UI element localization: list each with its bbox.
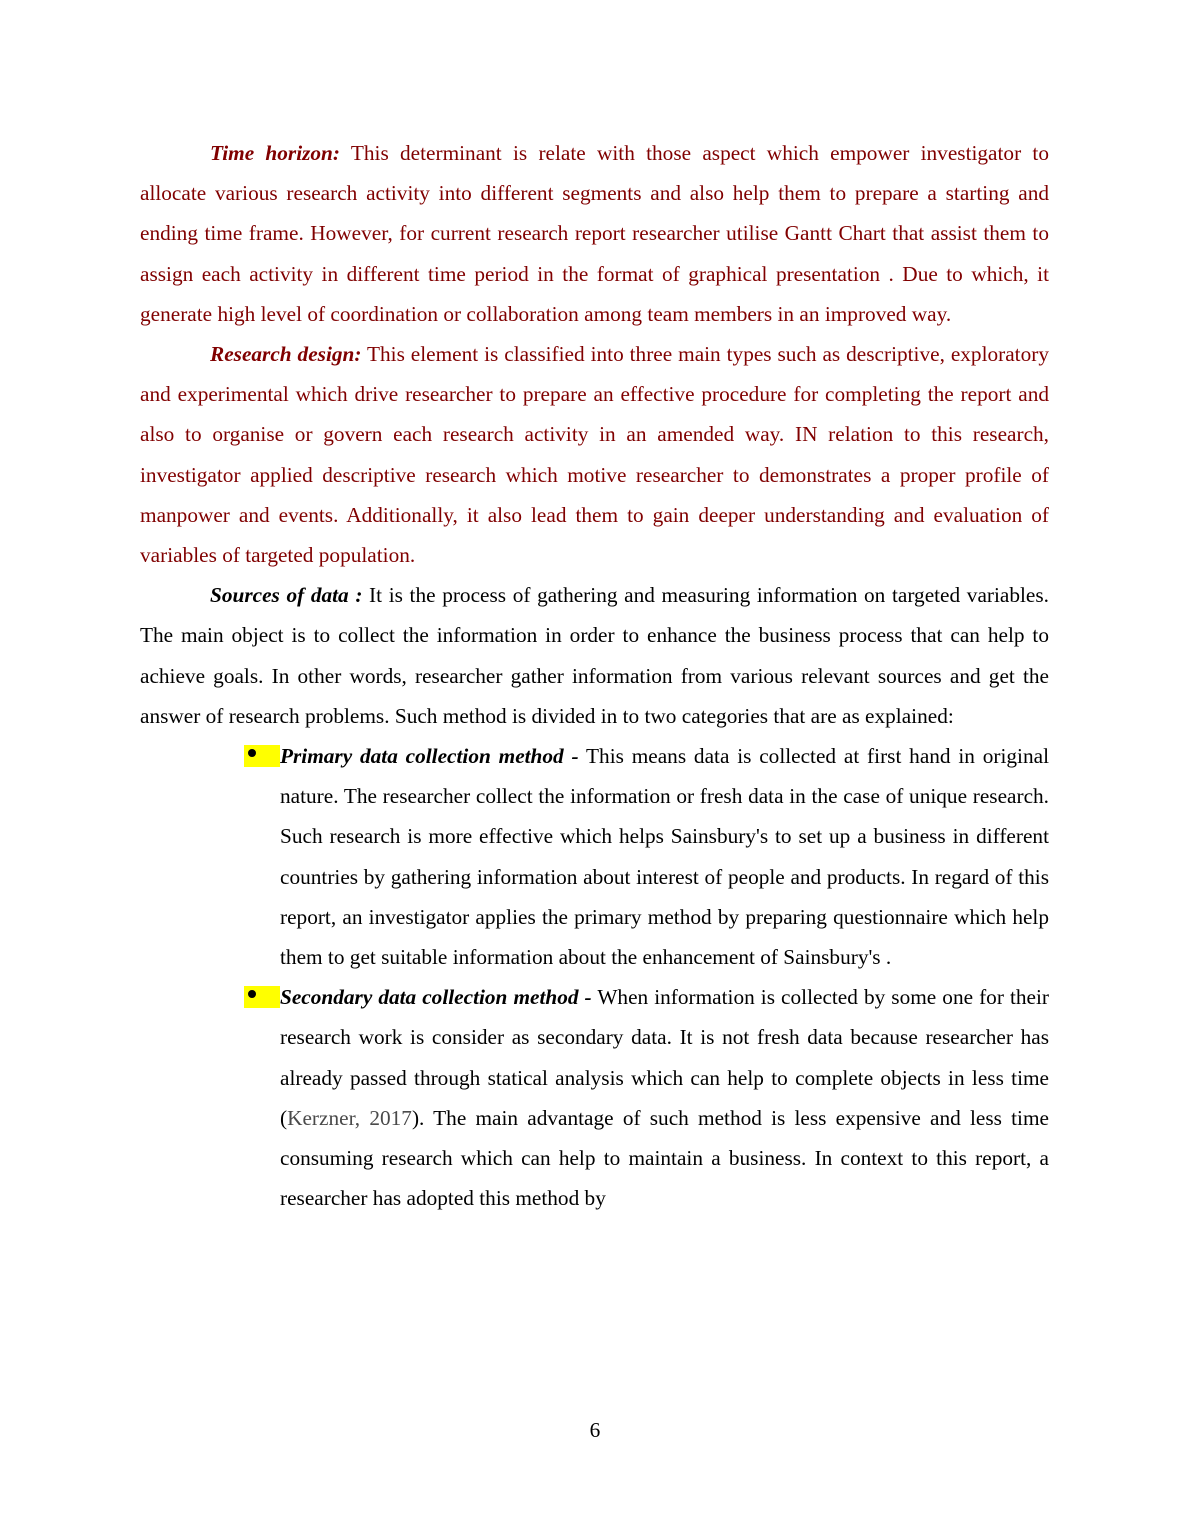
- list-item-primary-method: [280, 736, 1049, 977]
- highlighted-bullet-icon: [244, 745, 280, 767]
- research-design-heading: Research design:: [210, 342, 362, 367]
- secondary-method-heading: Secondary data collection method -: [280, 985, 592, 1010]
- time-horizon-paragraph: [140, 133, 1049, 334]
- primary-method-heading: Primary data collection method -: [280, 744, 579, 769]
- research-design-text: This element is classified into three main types such as descriptive, exploratory and experimental which drive researcher to prepare an effective procedure for completing the report and also to organise or govern each research activity in an amended way. IN relation to this research, investigator applied descriptive research which motive researcher to demonstrates a proper profile of manpower and events. Additionally, it also lead them to gain deeper understanding and evaluation of variables of targeted population.: [140, 342, 1049, 568]
- bullet-dot-icon: [248, 990, 256, 998]
- time-horizon-heading: Time horizon:: [210, 141, 340, 165]
- time-horizon-text: This determinant is relate with those aspect which empower investigator to allocate various research activity into different segments and also help them to prepare a starting and ending time frame. However, for current research report researcher utilise Gantt Chart that assist them to assign each activity in different time period in the format of graphical presentation . Due to which, it generate high level of coordination or collaboration among team members in an improved way.: [140, 141, 1049, 326]
- citation-reference: Kerzner, 2017: [287, 1105, 412, 1130]
- primary-method-text: This means data is collected at first hand in original nature. The researcher collect the information or fresh data in the case of unique research. Such research is more effective which helps Sainsbury's to set up a business in different countries by gathering information about interest of people and products. In regard of this report, an investigator applies the primary method by preparing questionnaire which help them to get suitable information about the enhancement of Sainsbury's .: [280, 744, 1049, 970]
- data-collection-methods-list: [140, 736, 1049, 1218]
- research-design-paragraph: [140, 334, 1049, 575]
- list-item-secondary-method: [280, 977, 1049, 1218]
- highlighted-bullet-icon: [244, 986, 280, 1008]
- page-number: 6: [589, 1418, 601, 1442]
- secondary-method-text: When information is collected by some one for their research work is consider as secondary data. It is not fresh data because researcher has already passed through statical analysis which can help to complete objects in less time (: [280, 985, 1049, 1130]
- sources-of-data-text: It is the process of gathering and measuring information on targeted variables. The main object is to collect the information in order to enhance the business process that can help to achieve goals. In other words, researcher gather information from various relevant sources and get the answer of research problems. Such method is divided in to two categories that are as explained:: [140, 583, 1049, 728]
- sources-of-data-paragraph: [140, 575, 1049, 736]
- bullet-dot-icon: [248, 749, 256, 757]
- secondary-method-text-continued: ). The main advantage of such method is less expensive and less time consuming research which can help to maintain a business. In context to this report, a researcher has adopted this method by: [280, 1105, 1049, 1211]
- page-body: [140, 133, 1049, 1218]
- sources-of-data-heading: Sources of data :: [210, 583, 363, 608]
